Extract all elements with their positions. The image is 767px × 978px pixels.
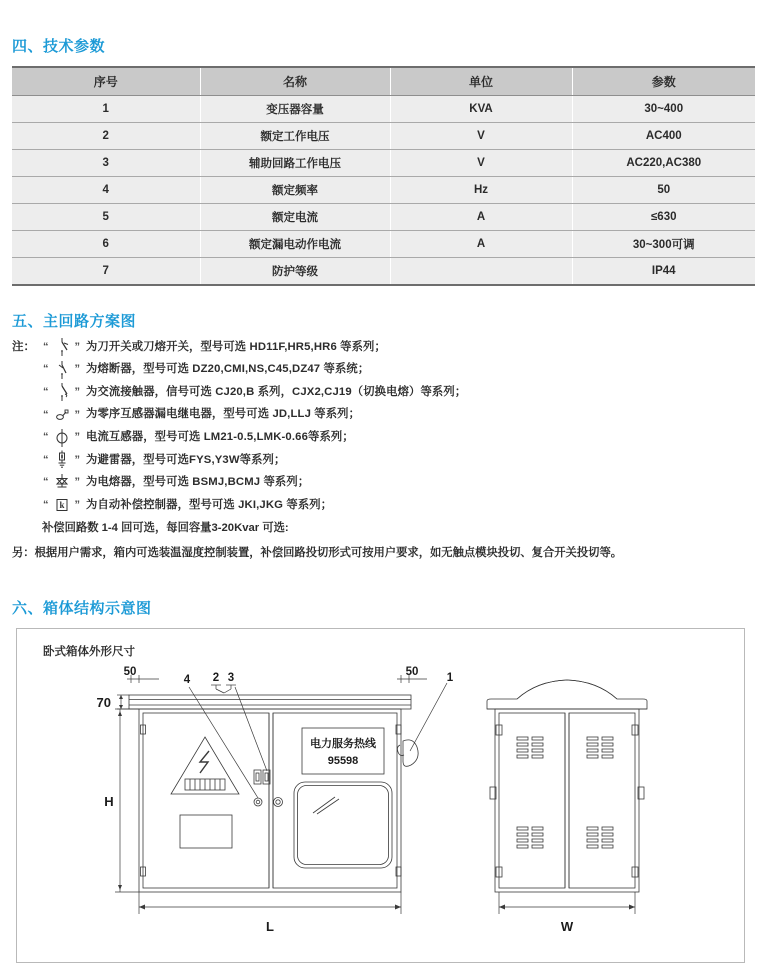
note-item: [12, 404, 757, 427]
note-item: [12, 494, 757, 517]
table-row: [12, 258, 755, 286]
zero-sequence-relay-icon: [50, 404, 74, 426]
note-item: [12, 336, 757, 359]
callout-4: 4: [183, 674, 191, 686]
knife-switch-icon: [50, 336, 74, 358]
controller-k-icon: [50, 494, 74, 516]
quote-close: ”: [74, 385, 80, 398]
section-heading-tech-params: 四、技术参数: [12, 38, 106, 55]
quote-close: ”: [74, 453, 80, 466]
dim-label-height-H: H: [104, 794, 114, 809]
hotline-number: 95598: [327, 755, 359, 767]
quote-close: ”: [74, 408, 80, 421]
table-row: [12, 96, 755, 123]
section-heading-main-circuit: 五、主回路方案图: [12, 313, 137, 330]
notes-list: [12, 336, 757, 567]
table-cell-index: 2: [12, 123, 200, 150]
table-cell-unit: KVA: [390, 96, 572, 123]
quote-close: ”: [74, 431, 80, 444]
table-cell-index: 4: [12, 177, 200, 204]
note-text: 为熔断器，型号可选 DZ20,CMI,NS,C45,DZ47 等系统；: [86, 363, 370, 376]
callout-3: 3: [227, 672, 235, 684]
table-row: [12, 150, 755, 177]
note-text: 为避雷器，型号可选FYS,Y3W等系列；: [86, 453, 286, 466]
table-cell-unit: V: [390, 150, 572, 177]
table-row: [12, 123, 755, 150]
table-row: [12, 231, 755, 258]
dim-label-top-left-50: 50: [123, 666, 137, 678]
note-item: [12, 381, 757, 404]
table-cell-value: ≤630: [572, 204, 755, 231]
table-cell-name: 额定漏电动作电流: [200, 231, 390, 258]
table-cell-index: 6: [12, 231, 200, 258]
table-cell-index: 1: [12, 96, 200, 123]
note-text: 为刀开关或刀熔开关，型号可选 HD11F,HR5,HR6 等系列；: [86, 340, 386, 353]
note-item: [12, 359, 757, 382]
quote-open: “: [43, 363, 49, 376]
ac-contactor-icon: [50, 381, 74, 403]
surge-arrester-icon: [50, 449, 74, 471]
table-cell-name: 变压器容量: [200, 96, 390, 123]
table-cell-value: 30~300可调: [572, 231, 755, 258]
table-cell-name: 额定工作电压: [200, 123, 390, 150]
table-header-cell: 序号: [12, 67, 200, 96]
table-cell-value: 30~400: [572, 96, 755, 123]
table-row: [12, 204, 755, 231]
table-cell-value: AC220,AC380: [572, 150, 755, 177]
capacitor-icon: [50, 472, 74, 494]
table-cell-unit: V: [390, 123, 572, 150]
note-text: 为交流接触器，信号可选 CJ20,B 系列，CJX2,CJ19（切换电熔）等系列；: [86, 385, 467, 398]
note-text: 电流互感器，型号可选 LM21-0.5,LMK-0.66等系列；: [86, 431, 354, 444]
quote-open: “: [43, 340, 49, 353]
table-cell-name: 额定频率: [200, 177, 390, 204]
table-cell-index: 3: [12, 150, 200, 177]
table-cell-name: 辅助回路工作电压: [200, 150, 390, 177]
quote-open: “: [43, 453, 49, 466]
note-text: 为自动补偿控制器，型号可选 JKI,JKG 等系列；: [86, 498, 333, 511]
table-header-cell: 单位: [390, 67, 572, 96]
cabinet-diagram-panel: [16, 628, 745, 963]
table-cell-unit: A: [390, 204, 572, 231]
note-lead-label: 注：: [12, 340, 35, 353]
cabinet-drawing: [17, 629, 746, 964]
note-text: 为电熔器，型号可选 BSMJ,BCMJ 等系列；: [86, 476, 310, 489]
table-header-cell: 名称: [200, 67, 390, 96]
spec-table-container: [12, 66, 755, 286]
compensation-line: [12, 517, 757, 541]
note-item: [12, 449, 757, 472]
table-cell-unit: [390, 258, 572, 286]
diagram-caption: 卧式箱体外形尺寸: [43, 646, 135, 658]
quote-open: “: [43, 408, 49, 421]
table-cell-name: 额定电流: [200, 204, 390, 231]
note-item: [12, 426, 757, 449]
current-transformer-icon: [50, 427, 74, 449]
dim-label-width-W: W: [560, 919, 574, 934]
quote-open: “: [43, 431, 49, 444]
quote-open: “: [43, 385, 49, 398]
table-cell-name: 防护等级: [200, 258, 390, 286]
callout-2: 2: [212, 672, 220, 684]
quote-open: “: [43, 476, 49, 489]
quote-close: ”: [74, 340, 80, 353]
callout-1: 1: [446, 672, 454, 684]
table-header-row: [12, 67, 755, 96]
table-row: [12, 177, 755, 204]
quote-close: ”: [74, 476, 80, 489]
note-item: [12, 472, 757, 495]
quote-close: ”: [74, 363, 80, 376]
table-cell-index: 5: [12, 204, 200, 231]
table-cell-value: AC400: [572, 123, 755, 150]
dim-label-length-L: L: [266, 919, 274, 934]
table-header-cell: 参数: [572, 67, 755, 96]
table-cell-unit: Hz: [390, 177, 572, 204]
quote-open: “: [43, 498, 49, 511]
spec-table: [12, 66, 755, 286]
fuse-icon: [50, 359, 74, 381]
table-cell-index: 7: [12, 258, 200, 286]
section-heading-cabinet-structure: 六、箱体结构示意图: [12, 600, 152, 617]
note-text: 为零序互感器漏电继电器，型号可选 JD,LLJ 等系列；: [86, 408, 361, 421]
table-cell-unit: A: [390, 231, 572, 258]
hotline-label: 电力服务热线: [310, 738, 376, 750]
dim-label-roof-height-70: 70: [96, 695, 111, 710]
dim-label-top-right-50: 50: [405, 666, 419, 678]
quote-close: ”: [74, 498, 80, 511]
svg-text:k: k: [58, 500, 65, 511]
footer-note-text: 另：根据用户需求，箱内可选装温湿度控制装置，补偿回路投切形式可按用户要求，如无触点模块投切、复合开关投切等。: [12, 547, 623, 560]
table-cell-value: 50: [572, 177, 755, 204]
table-cell-value: IP44: [572, 258, 755, 286]
footer-note: [12, 541, 757, 567]
compensation-text: 补偿回路数 1-4 回可选，每回容量3-20Kvar 可选:: [42, 522, 289, 535]
